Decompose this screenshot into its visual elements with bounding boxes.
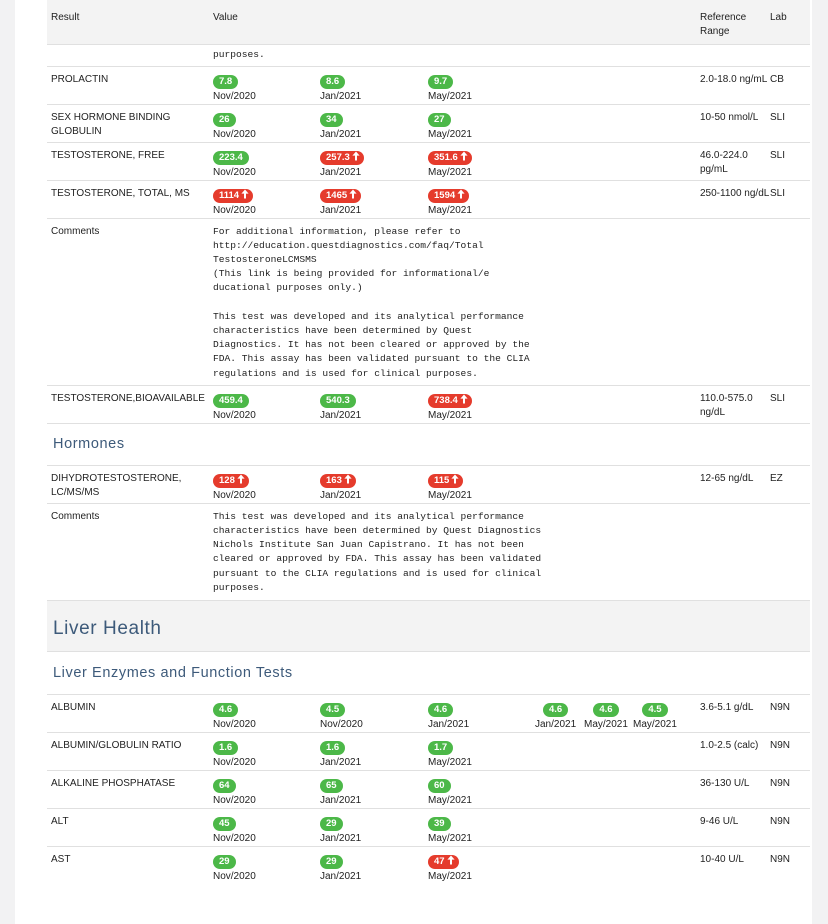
results-table (47, 0, 810, 884)
result-value-entry[interactable] (535, 699, 576, 732)
value-badge-normal[interactable] (213, 113, 236, 127)
value-text: 128 (219, 474, 235, 486)
arrow-up-icon (344, 474, 352, 484)
value-badge-high[interactable] (428, 855, 459, 869)
comment-text: This test was developed and its analytical performance characteristics have been determined by Quest Diagnostics Nichols Institute San Juan Capistrano. It has not been cleared or approved by FDA. This assay has been validated pursuant to the CLIA regulations and is used for clinical purposes. (213, 510, 542, 593)
value-date: May/2021 (584, 718, 628, 730)
value-date: Nov/2020 (213, 870, 256, 882)
value-badge-high[interactable] (213, 474, 249, 488)
value-text: 9.7 (434, 75, 448, 87)
value-badge-normal[interactable] (320, 75, 345, 89)
header-lab: Lab (770, 0, 810, 44)
result-value-entry[interactable] (213, 147, 256, 180)
reference-range: 46.0-224.0 pg/mL (700, 142, 770, 180)
value-date: May/2021 (428, 166, 472, 178)
value-text: 65 (326, 779, 337, 791)
value-badge-normal[interactable] (428, 741, 453, 755)
value-text: 7.8 (219, 75, 233, 87)
result-value-entry[interactable] (213, 185, 256, 218)
value-text: 1594 (434, 189, 456, 201)
value-date: Jan/2021 (320, 489, 362, 501)
result-value-entry[interactable] (584, 699, 628, 732)
value-text: 4.6 (599, 703, 613, 715)
value-date: May/2021 (428, 756, 472, 768)
value-date: Jan/2021 (428, 718, 470, 730)
result-row-sex-hormone-binding-globulin (47, 104, 810, 142)
result-name: AST (47, 846, 213, 884)
value-badge-normal[interactable] (213, 151, 249, 165)
value-text: 1.7 (434, 741, 448, 753)
value-date: May/2021 (428, 90, 472, 102)
subsection-row-liver-enzymes (47, 651, 810, 694)
result-row-testosterone-bioavailable (47, 385, 810, 423)
value-badge-normal[interactable] (213, 741, 238, 755)
result-name: ALKALINE PHOSPHATASE (47, 770, 213, 808)
value-badge-normal[interactable] (428, 703, 453, 717)
arrow-up-icon (460, 151, 468, 161)
result-row-albumin-globulin-ratio (47, 732, 810, 770)
result-value-entry[interactable] (320, 147, 364, 180)
result-value-entry[interactable] (320, 71, 361, 104)
comment-tail-row (47, 44, 810, 66)
value-date: Jan/2021 (320, 128, 362, 140)
result-values (213, 846, 700, 884)
value-text: 29 (326, 855, 337, 867)
arrow-up-icon (457, 189, 465, 199)
report-page (15, 0, 812, 924)
result-name: PROLACTIN (47, 66, 213, 104)
section-row-hormones (47, 423, 810, 465)
value-text: 4.6 (219, 703, 233, 715)
lab-code: SLI (770, 142, 810, 180)
result-values (213, 104, 700, 142)
value-text: 39 (434, 817, 445, 829)
arrow-up-icon (349, 189, 357, 199)
value-text: 27 (434, 113, 445, 125)
value-text: 540.3 (326, 394, 350, 406)
value-date: May/2021 (428, 128, 472, 140)
value-badge-normal[interactable] (320, 855, 343, 869)
value-badge-normal[interactable] (213, 817, 236, 831)
value-text: 60 (434, 779, 445, 791)
value-badge-normal[interactable] (320, 394, 356, 408)
value-badge-normal[interactable] (428, 75, 453, 89)
value-badge-normal[interactable] (213, 394, 249, 408)
result-value-entry[interactable] (213, 71, 256, 104)
value-date: Jan/2021 (320, 794, 362, 806)
result-values (213, 66, 700, 104)
value-badge-normal[interactable] (428, 779, 451, 793)
reference-range: 36-130 U/L (700, 770, 770, 808)
result-values (213, 770, 700, 808)
comment-label: Comments (47, 218, 213, 385)
value-text: 257.3 (326, 151, 350, 163)
reference-range: 110.0-575.0 ng/dL (700, 385, 770, 423)
value-badge-normal[interactable] (213, 855, 236, 869)
value-date: May/2021 (428, 204, 472, 216)
section-title-liver: Liver Health (53, 617, 162, 639)
result-value-entry[interactable] (428, 185, 472, 218)
comment-row (47, 218, 810, 385)
value-text: 223.4 (219, 151, 243, 163)
result-value-entry[interactable] (213, 109, 256, 142)
result-value-entry[interactable] (428, 470, 472, 503)
result-name: TESTOSTERONE, FREE (47, 142, 213, 180)
value-date: Nov/2020 (213, 409, 256, 421)
value-date: Nov/2020 (320, 718, 363, 730)
value-date: Jan/2021 (535, 718, 577, 730)
result-value-entry[interactable] (320, 699, 363, 732)
value-date: May/2021 (428, 870, 472, 882)
lab-code: CB (770, 66, 810, 104)
header-value: Value (213, 0, 700, 44)
result-values (213, 142, 700, 180)
result-value-entry[interactable] (320, 737, 361, 770)
result-values (213, 808, 700, 846)
value-text: 4.5 (648, 703, 662, 715)
reference-range: 1.0-2.5 (calc) (700, 732, 770, 770)
result-value-entry[interactable] (320, 851, 361, 884)
header-reference-range: Reference Range (700, 0, 770, 44)
result-value-entry[interactable] (320, 390, 361, 423)
lab-code: SLI (770, 104, 810, 142)
value-date: May/2021 (428, 409, 472, 421)
result-row-alt (47, 808, 810, 846)
comment-label: Comments (47, 503, 213, 600)
value-badge-high[interactable] (428, 189, 469, 203)
result-value-entry[interactable] (320, 109, 361, 142)
value-text: 738.4 (434, 394, 458, 406)
result-name: ALT (47, 808, 213, 846)
section-row-liver (47, 600, 810, 651)
value-badge-normal[interactable] (320, 817, 343, 831)
lab-code: N9N (770, 770, 810, 808)
value-badge-normal[interactable] (593, 703, 618, 717)
result-value-entry[interactable] (213, 699, 256, 732)
value-text: 8.6 (326, 75, 340, 87)
result-row-albumin (47, 694, 810, 732)
result-value-entry[interactable] (428, 775, 472, 808)
value-date: Nov/2020 (213, 204, 256, 216)
value-text: 1114 (219, 189, 240, 201)
result-row-alkaline-phosphatase (47, 770, 810, 808)
result-values (213, 180, 700, 218)
value-date: Nov/2020 (213, 128, 256, 140)
value-badge-normal[interactable] (543, 703, 568, 717)
lab-code: SLI (770, 385, 810, 423)
value-badge-normal[interactable] (320, 703, 345, 717)
result-row-ast (47, 846, 810, 884)
value-date: Jan/2021 (320, 409, 362, 421)
result-name: DIHYDROTESTOSTERONE, LC/MS/MS (47, 465, 213, 503)
value-text: 4.5 (326, 703, 340, 715)
value-date: May/2021 (633, 718, 677, 730)
result-value-entry[interactable] (428, 699, 469, 732)
value-badge-normal[interactable] (642, 703, 667, 717)
value-text: 459.4 (219, 394, 243, 406)
value-text: 29 (326, 817, 337, 829)
result-value-entry[interactable] (428, 813, 472, 846)
value-date: Nov/2020 (213, 166, 256, 178)
result-value-entry[interactable] (428, 737, 472, 770)
value-text: 45 (219, 817, 230, 829)
comment-text: For additional information, please refer to http://education.questdiagnostics.com/faq/Total TestosteroneLCMSMS (This link is being provided for informational/e ducational purposes only.) This test was developed and its analytical performance characteristics have been determined by Quest Diagnostics. It has not been cleared or approved by the FDA. This assay has been validated pursuant to the CLIA regulations and is used for clinical purposes. (213, 225, 530, 379)
value-date: Jan/2021 (320, 166, 362, 178)
value-date: Jan/2021 (320, 90, 362, 102)
value-badge-normal[interactable] (428, 113, 451, 127)
value-text: 64 (219, 779, 230, 791)
result-name: ALBUMIN/GLOBULIN RATIO (47, 732, 213, 770)
result-value-entry[interactable] (320, 470, 361, 503)
value-badge-high[interactable] (428, 151, 472, 165)
result-name: TESTOSTERONE, TOTAL, MS (47, 180, 213, 218)
result-value-entry[interactable] (428, 390, 472, 423)
result-row-testosterone-total-ms (47, 180, 810, 218)
result-name: SEX HORMONE BINDING GLOBULIN (47, 104, 213, 142)
value-badge-normal[interactable] (320, 741, 345, 755)
result-name: TESTOSTERONE,BIOAVAILABLE (47, 385, 213, 423)
value-badge-normal[interactable] (213, 779, 236, 793)
lab-results-content (47, 0, 810, 884)
value-date: Nov/2020 (213, 832, 256, 844)
result-value-entry[interactable] (633, 699, 677, 732)
result-value-entry[interactable] (428, 147, 472, 180)
arrow-up-icon (451, 474, 459, 484)
reference-range: 3.6-5.1 g/dL (700, 694, 770, 732)
value-badge-high[interactable] (320, 189, 361, 203)
result-value-entry[interactable] (213, 813, 256, 846)
table-header (47, 0, 810, 44)
value-date: Nov/2020 (213, 489, 256, 501)
result-values (213, 465, 700, 503)
reference-range: 250-1100 ng/dL (700, 180, 770, 218)
reference-range: 2.0-18.0 ng/mL (700, 66, 770, 104)
result-row-testosterone-free (47, 142, 810, 180)
arrow-up-icon (460, 394, 468, 404)
value-text: 4.6 (548, 703, 563, 715)
reference-range: 10-40 U/L (700, 846, 770, 884)
result-value-entry[interactable] (213, 737, 256, 770)
result-value-entry[interactable] (213, 775, 256, 808)
value-date: Nov/2020 (213, 756, 256, 768)
lab-code: N9N (770, 694, 810, 732)
reference-range: 12-65 ng/dL (700, 465, 770, 503)
value-badge-normal[interactable] (213, 75, 238, 89)
result-value-entry[interactable] (320, 813, 361, 846)
result-value-entry[interactable] (213, 390, 256, 423)
arrow-up-icon (237, 474, 245, 484)
result-value-entry[interactable] (428, 71, 472, 104)
header-result: Result (47, 0, 213, 44)
value-date: Nov/2020 (213, 794, 256, 806)
value-text: 4.6 (434, 703, 448, 715)
value-text: 29 (219, 855, 230, 867)
result-value-entry[interactable] (213, 851, 256, 884)
result-value-entry[interactable] (320, 775, 361, 808)
reference-range: 9-46 U/L (700, 808, 770, 846)
value-badge-high[interactable] (428, 394, 472, 408)
value-badge-high[interactable] (320, 474, 356, 488)
comment-tail-text: purposes. (213, 48, 265, 60)
result-values (213, 694, 700, 732)
value-text: 47 (434, 855, 445, 867)
result-values (213, 385, 700, 423)
subsection-title-liver-enzymes: Liver Enzymes and Function Tests (53, 664, 293, 681)
value-date: May/2021 (428, 794, 472, 806)
result-value-entry[interactable] (428, 109, 472, 142)
value-text: 1.6 (219, 741, 233, 753)
value-text: 1.6 (326, 741, 340, 753)
value-date: Nov/2020 (213, 90, 256, 102)
lab-code: EZ (770, 465, 810, 503)
value-date: Jan/2021 (320, 832, 362, 844)
lab-code: SLI (770, 180, 810, 218)
result-values (213, 732, 700, 770)
value-badge-normal[interactable] (320, 779, 343, 793)
arrow-up-icon (447, 855, 455, 865)
result-name: ALBUMIN (47, 694, 213, 732)
arrow-up-icon (241, 189, 249, 199)
value-text: 351.6 (434, 151, 458, 163)
value-text: 34 (326, 113, 337, 125)
value-badge-normal[interactable] (213, 703, 238, 717)
value-badge-normal[interactable] (428, 817, 451, 831)
result-value-entry[interactable] (213, 470, 256, 503)
lab-code: N9N (770, 732, 810, 770)
value-badge-high[interactable] (320, 151, 364, 165)
value-text: 26 (219, 113, 230, 125)
value-date: Jan/2021 (320, 204, 362, 216)
value-text: 163 (326, 474, 342, 486)
reference-range: 10-50 nmol/L (700, 104, 770, 142)
value-text: 115 (434, 474, 450, 486)
comment-row (47, 503, 810, 600)
value-badge-high[interactable] (428, 474, 463, 488)
value-date: Jan/2021 (320, 870, 362, 882)
value-badge-normal[interactable] (320, 113, 343, 127)
result-row-prolactin (47, 66, 810, 104)
result-value-entry[interactable] (428, 851, 472, 884)
value-date: May/2021 (428, 832, 472, 844)
value-badge-high[interactable] (213, 189, 253, 203)
arrow-up-icon (352, 151, 360, 161)
value-date: May/2021 (428, 489, 472, 501)
value-text: 1465 (326, 189, 348, 201)
section-title-hormones: Hormones (53, 436, 125, 453)
lab-code: N9N (770, 846, 810, 884)
value-date: Nov/2020 (213, 718, 256, 730)
value-date: Jan/2021 (320, 756, 362, 768)
result-value-entry[interactable] (320, 185, 361, 218)
result-row-dihydrotestosterone-lc-ms-ms (47, 465, 810, 503)
lab-code: N9N (770, 808, 810, 846)
